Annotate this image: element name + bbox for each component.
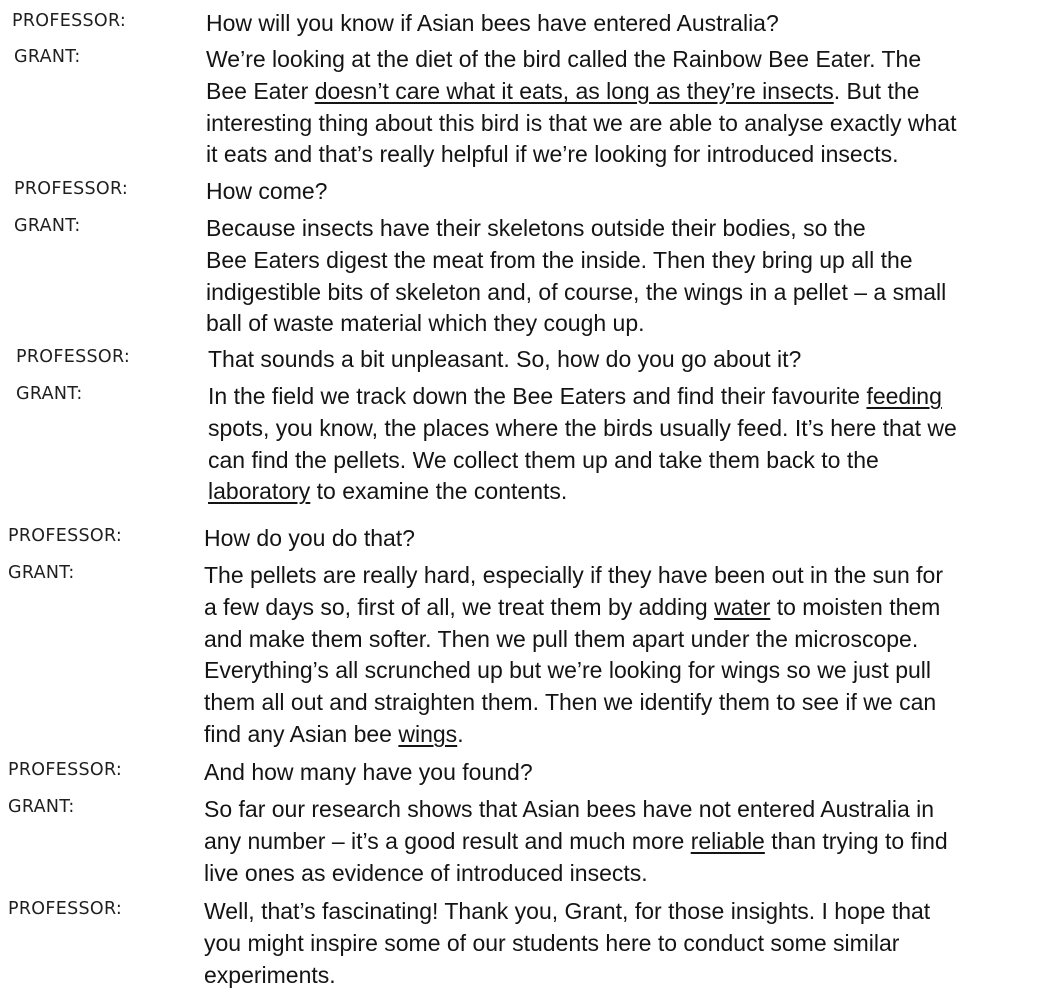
text-segment: How will you know if Asian bees have entered Australia? [206,10,779,36]
text-segment: And how many have you found? [204,759,533,785]
speaker-label-grant: GRANT: [8,563,75,583]
speech-line [208,381,957,413]
speech-text [206,176,327,208]
text-segment: to moisten them [770,593,941,620]
speech-text [208,344,801,376]
text-segment: How do you do that? [204,525,415,551]
underlined-answer: laboratory [208,478,311,505]
speech-line [206,108,957,140]
speaker-label-professor: PROFESSOR: [12,11,127,31]
speech-line [204,560,943,592]
speech-line [206,308,946,340]
speaker-label-professor: PROFESSOR: [8,526,123,546]
speaker-label-grant: GRANT: [8,797,75,817]
speaker-label-professor: PROFESSOR: [8,760,123,780]
text-segment: to examine the contents. [310,478,568,505]
underlined-answer: wings [398,720,458,747]
text-segment: can find the pellets. We collect them up and take them back to the [208,446,879,473]
text-segment: and make them softer. Then we pull them apart under the microscope. [204,625,919,652]
speech-line [204,655,943,687]
text-segment: . But the [833,77,920,104]
text-segment: find any Asian bee [204,720,399,747]
speech-line [204,523,415,555]
speech-line [208,445,957,477]
speech-line [204,719,943,751]
text-segment: Bee Eater [206,77,315,104]
speech-text [204,794,948,889]
text-segment: it eats and that’s really helpful if we’re looking for introduced insects. [206,141,899,168]
speaker-label-grant: GRANT: [14,47,81,67]
speech-line [206,139,957,171]
speech-line [206,213,946,245]
speech-line [208,413,957,445]
speech-line [204,624,943,656]
speech-text [206,44,957,171]
speech-text [206,213,946,340]
speaker-label-grant: GRANT: [14,216,81,236]
text-segment: That sounds a bit unpleasant. So, how do you go about it? [208,346,802,372]
text-segment: Bee Eaters digest the meat from the inside. Then they bring up all the [206,246,913,273]
speech-line [204,757,533,789]
speech-line [206,76,957,108]
speech-line [204,960,930,992]
speech-line [204,592,943,624]
speech-text [206,8,779,40]
text-segment: them all out and straighten them. Then we identify them to see if we can [204,689,937,716]
speech-line [208,344,801,376]
text-segment: So far our research shows that Asian bees have not entered Australia in [204,796,935,822]
text-segment: Well, that’s fascinating! Thank you, Grant, for those insights. I hope that [204,898,931,924]
text-segment: than trying to find [764,827,948,854]
text-segment: a few days so, first of all, we treat them by adding [204,593,715,620]
text-segment: The pellets are really hard, especially if they have been out in the sun for [204,562,943,588]
text-segment: experiments. [204,961,336,988]
speech-line [204,896,930,928]
speech-line [206,44,957,76]
speaker-label-professor: PROFESSOR: [14,179,129,199]
speech-line [204,928,930,960]
speech-text [204,560,943,751]
speech-text [204,757,533,789]
speaker-label-professor: PROFESSOR: [8,899,123,919]
text-segment: interesting thing about this bird is that we are able to analyse exactly what [206,109,957,136]
speech-line [206,277,946,309]
text-segment: live ones as evidence of introduced insects. [204,859,648,886]
underlined-answer: feeding [866,383,942,409]
text-segment: you might inspire some of our students here to conduct some similar [204,929,900,956]
text-segment: any number – it’s a good result and much more [204,827,691,854]
text-segment: How come? [206,178,328,204]
speech-line [204,826,948,858]
text-segment: . [457,720,464,747]
underlined-answer: doesn’t care what it eats, as long as they’re insects [314,77,834,104]
speech-text [204,523,415,555]
speech-line [204,687,943,719]
speaker-label-grant: GRANT: [16,384,83,404]
underlined-answer: water [714,593,771,620]
speech-text [208,381,957,508]
text-segment: We’re looking at the diet of the bird called the Rainbow Bee Eater. The [206,46,922,72]
speech-line [206,8,779,40]
speech-line [204,794,948,826]
speech-line [208,476,957,508]
speech-line [206,176,327,208]
text-segment: Because insects have their skeletons outside their bodies, so the [206,215,866,241]
text-segment: Everything’s all scrunched up but we’re looking for wings so we just pull [204,657,932,684]
text-segment: ball of waste material which they cough up. [206,310,645,337]
text-segment: indigestible bits of skeleton and, of course, the wings in a pellet – a small [206,278,947,305]
speech-line [204,858,948,890]
underlined-answer: reliable [690,827,765,854]
speaker-label-professor: PROFESSOR: [16,347,131,367]
text-segment: In the field we track down the Bee Eaters and find their favourite [208,383,867,409]
speech-line [206,245,946,277]
text-segment: spots, you know, the places where the birds usually feed. It’s here that we [208,414,957,441]
speech-text [204,896,930,991]
